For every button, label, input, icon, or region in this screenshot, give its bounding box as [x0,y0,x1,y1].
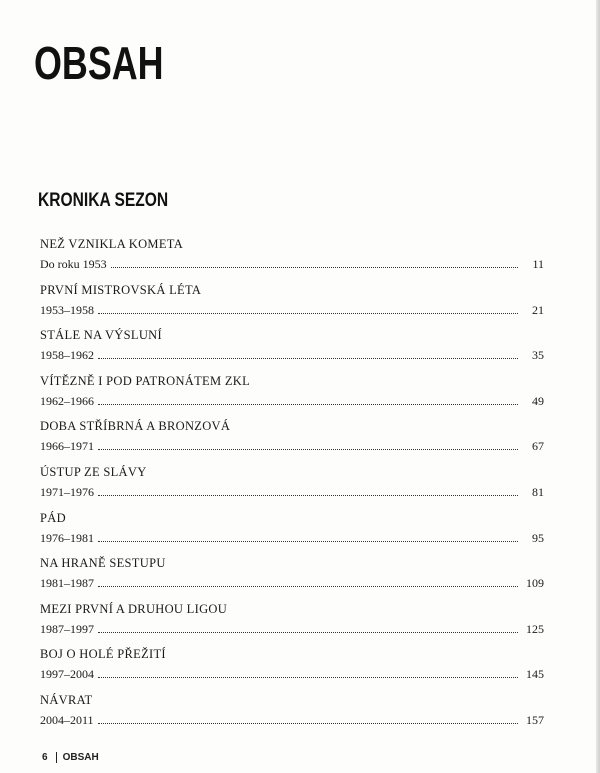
section-title: KRONIKA SEZON [38,190,169,211]
dot-leader [98,541,518,542]
toc-entry-line [40,302,544,318]
toc-entry [40,373,544,419]
toc-entry-page: 157 [526,712,544,727]
toc-entry-title: DOBA STŘÍBRNÁ A BRONZOVÁ [40,419,231,434]
dot-leader [98,632,518,633]
toc-entry [40,282,544,328]
dot-leader [98,586,518,587]
toc-entry-page: 11 [532,257,544,271]
toc-entry-page: 95 [532,530,544,545]
toc-entry-title: MEZI PRVNÍ A DRUHOU LIGOU [40,601,228,616]
dot-leader [98,723,518,724]
toc-entry-page: 81 [532,484,544,499]
toc-entry-years: 2004–2011 [40,712,94,727]
page-title: OBSAH [34,37,164,89]
toc-entry-page: 49 [532,393,544,408]
toc-entry-years: 1958–1962 [40,348,94,363]
footer-running-head: OBSAH [62,752,99,763]
toc-entry-line [40,666,544,682]
toc-entry-years: 1953–1958 [40,302,94,317]
toc-entry [40,510,544,556]
toc-entry-line [40,393,544,409]
toc-entry-years: 1962–1966 [40,393,94,408]
toc-entry-title: NA HRANĚ SESTUPU [40,556,166,571]
toc-entry-years: Do roku 1953 [40,257,107,271]
toc-entry-title: VÍTĚZNĚ I POD PATRONÁTEM ZKL [40,373,251,388]
toc-entry [40,692,544,738]
dot-leader [98,313,518,314]
toc-entry-line [40,347,544,363]
footer-page-number: 6 [42,752,48,763]
toc-entry-line [40,530,544,546]
toc-entry-line [40,438,544,454]
toc-entry-years: 1997–2004 [40,667,94,682]
toc-entry-title: PÁD [40,510,66,525]
toc-entry [40,646,544,692]
toc-entry-title: PRVNÍ MISTROVSKÁ LÉTA [40,282,202,297]
toc-entry-years: 1981–1987 [40,576,94,591]
toc-entry-page: 67 [532,439,544,454]
toc-entry [40,418,544,464]
dot-leader [98,449,518,450]
dot-leader [98,677,518,678]
dot-leader [98,358,518,359]
toc-entry-line [40,712,544,728]
toc-entry [40,236,544,282]
page-edge [596,0,600,773]
toc-entry-page: 35 [532,348,544,363]
toc-entry-line [40,575,544,591]
toc-entry-title: NEŽ VZNIKLA KOMETA [40,237,184,251]
toc-entry-title: BOJ O HOLÉ PŘEŽITÍ [40,647,166,662]
toc-entry-page: 109 [526,576,544,591]
footer-separator [56,752,57,763]
toc-entry [40,601,544,647]
toc-entry-line [40,484,544,500]
toc-entry-page: 145 [526,667,544,682]
toc-entry-page: 125 [526,621,544,636]
toc-entry-title: NÁVRAT [40,692,93,707]
table-of-contents [40,236,544,738]
toc-entry-years: 1987–1997 [40,621,94,636]
toc-entry-title: ÚSTUP ZE SLÁVY [40,464,147,479]
toc-entry [40,327,544,373]
dot-leader [111,267,518,268]
toc-entry-years: 1976–1981 [40,530,94,545]
dot-leader [98,495,518,496]
toc-entry [40,555,544,601]
dot-leader [98,404,518,405]
toc-entry-title: STÁLE NA VÝSLUNÍ [40,328,162,343]
page-footer [42,752,99,763]
toc-entry-line [40,621,544,637]
toc-entry [40,464,544,510]
toc-entry-years: 1966–1971 [40,439,94,454]
toc-entry-years: 1971–1976 [40,484,94,499]
toc-entry-page: 21 [532,302,544,317]
toc-entry-line [40,256,544,272]
